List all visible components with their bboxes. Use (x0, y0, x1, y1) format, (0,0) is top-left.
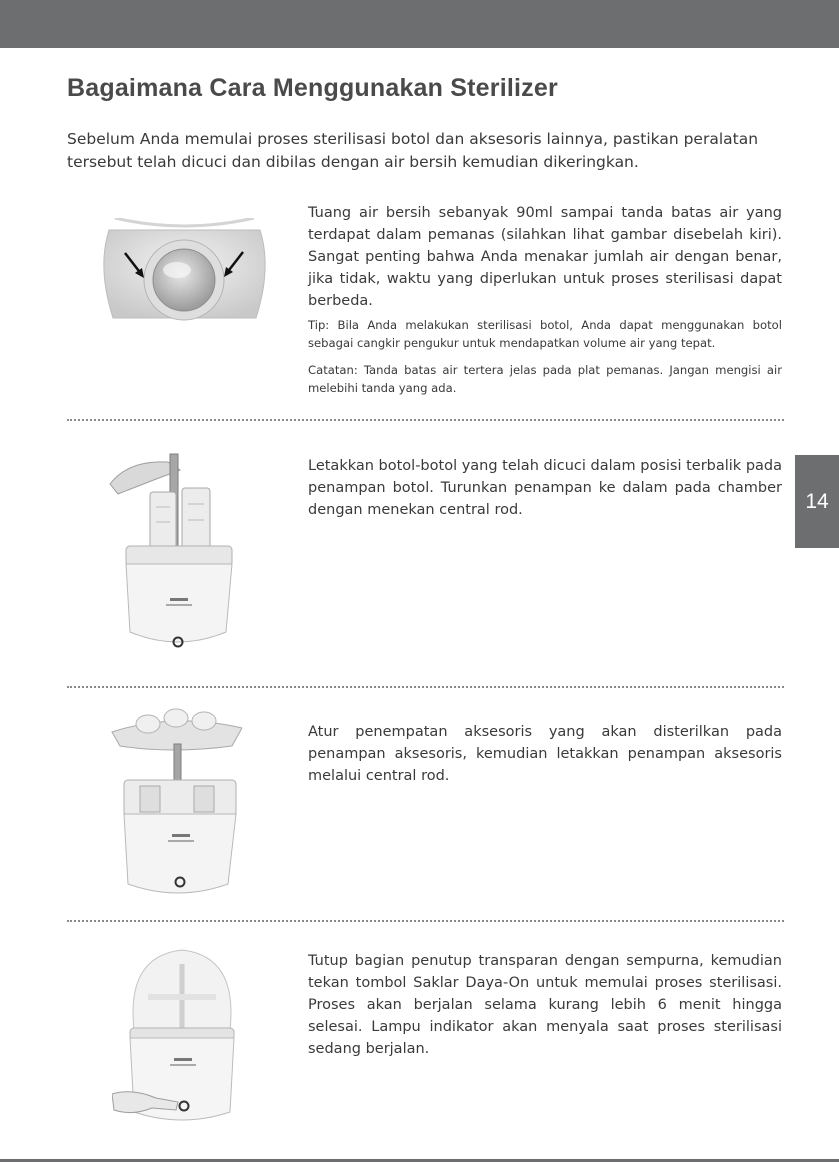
step-4-text: Tutup bagian penutup transparan dengan sempurna, kemudian tekan tombol Saklar Daya-On untuk memulai proses sterilisasi. Proses akan berjalan selama kurang lebih 6 menit hingga selesai. Lampu indikator akan menyala saat proses sterilisasi sedang berjalan. (308, 953, 782, 1057)
section-divider (67, 419, 784, 421)
step-1-text: Tuang air bersih sebanyak 90ml sampai tanda batas air yang terdapat dalam pemanas (silahkan lihat gambar disebelah kiri). Sangat penting bahwa Anda menakar jumlah air dengan benar, jika tidak, waktu yang diperlukan untuk proses sterilisasi dapat berbeda. (308, 205, 782, 309)
step-1-tip: Tip: Bila Anda melakukan sterilisasi botol, Anda dapat menggunakan botol sebagai cangkir pengukur untuk mendapatkan volume air yang tepat. (308, 318, 782, 350)
section-divider (67, 920, 784, 922)
header-band (0, 0, 839, 48)
page-title: Bagaimana Cara Menggunakan Sterilizer (67, 74, 558, 102)
section-divider (67, 686, 784, 688)
step-1-note: Catatan: Tanda batas air tertera jelas pada plat pemanas. Jangan mengisi air melebihi tanda yang ada. (308, 363, 782, 395)
step-3-text: Atur penempatan aksesoris yang akan disterilkan pada penampan aksesoris, kemudian letakkan penampan aksesoris melalui central rod. (308, 724, 782, 784)
page-number: 14 (805, 489, 829, 513)
step-2-text: Letakkan botol-botol yang telah dicuci dalam posisi terbalik pada penampan botol. Turunkan penampan ke dalam pada chamber dengan menekan central rod. (308, 458, 782, 518)
heater-plate-illustration (97, 218, 272, 328)
accessory-tray-illustration (110, 706, 245, 898)
page-number-tab (795, 455, 839, 548)
intro-paragraph: Sebelum Anda memulai proses sterilisasi botol dan aksesoris lainnya, pastikan peralatan tersebut telah dicuci dan dibilas dengan air bersih kemudian dikeringkan. (67, 130, 759, 171)
bottle-tray-illustration (108, 452, 238, 657)
sterilizer-closed-illustration (112, 948, 247, 1128)
